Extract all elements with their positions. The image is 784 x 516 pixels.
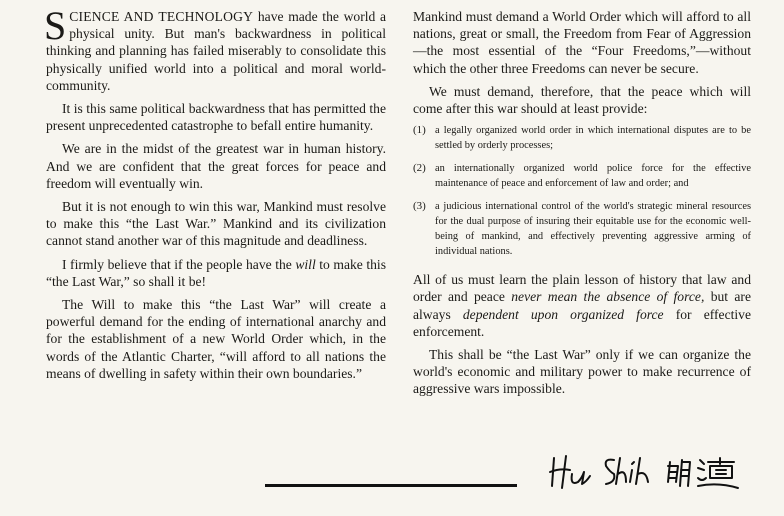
provision-item xyxy=(413,123,751,153)
handwritten-signature xyxy=(548,452,748,492)
paragraph-science-technology xyxy=(44,3,386,94)
emphasis-will: will xyxy=(295,256,316,272)
paragraph-text: have made the world a physical unity. But man's backwardness in political thinking and planning has failed miserably to consolidate this physically unified world into a political and moral world-community. xyxy=(46,9,386,93)
provision-number: (3) xyxy=(413,200,426,213)
paragraph-peace-provide: We must demand, therefore, that the peace which will come after this war should at least provide: xyxy=(413,83,751,117)
paragraph-atlantic-charter: The Will to make this “the Last War” will create a powerful demand for the ending of international anarchy and for the establishment of a new World Order which, in the words of the Atlantic Charter, “will afford to all nations the means of dwelling in safety within their own boundaries.” xyxy=(46,297,386,381)
paragraph-political-backwardness: It is this same political backwardness that has permitted the present unprecedented catastrophe to befall entire humanity. xyxy=(46,101,386,134)
provision-number: (1) xyxy=(413,124,426,137)
provision-item xyxy=(413,199,751,259)
provision-number: (2) xyxy=(413,162,426,175)
paragraph-last-war-condition: This shall be “the Last War” only if we can organize the world's economic and military power to make recurrence of aggressive wars impossible. xyxy=(413,347,751,397)
paragraph-lesson-of-history: All of us must learn the plain lesson of history that law and order and peace never mean the absence of force, but are always dependent upon organized force for effective enforcement. xyxy=(413,272,751,339)
paragraph-will: I firmly believe that if the people have the will to make this “the Last War,” so shall it be! xyxy=(46,256,386,289)
paragraph-last-war-resolve: But it is not enough to win this war, Mankind must resolve to make this “the Last War.” Mankind and its civilization cannot stand another war of this magnitude and deadliness. xyxy=(46,199,386,249)
provision-text: a judicious international control of the world's strategic mineral resources for the dual purpose of insuring their equitable use for the economic well-being of mankind, and effectively preventing aggressive arming of individual nations. xyxy=(435,201,751,258)
provision-text: a legally organized world order in which international disputes are to be settled by orderly processes; xyxy=(435,125,751,152)
paragraph-world-order-demand: Mankind must demand a World Order which will afford to all nations, great or small, the Freedom from Fear of Aggression—the most essential of the “Four Freedoms,”—without which the other three Freedoms can never be secure. xyxy=(413,9,751,76)
paragraph-greatest-war: We are in the midst of the greatest war in human history. And we are confident that the great forces for peace and freedom will eventually win. xyxy=(46,141,386,191)
provisions-list xyxy=(413,123,751,259)
emphasis-absence-of-force: never mean the absence of force, xyxy=(511,289,705,305)
right-column xyxy=(413,8,751,404)
opening-small-caps: CIENCE AND TECHNOLOGY xyxy=(69,9,254,24)
provision-item xyxy=(413,161,751,191)
left-column xyxy=(44,3,386,388)
emphasis-organized-force: dependent upon organized force xyxy=(462,306,664,322)
horizontal-rule xyxy=(265,484,517,487)
drop-cap: S xyxy=(44,3,67,48)
provision-text: an internationally organized world police force for the effective maintenance of peace and enforcement of law and order; and xyxy=(435,163,751,190)
